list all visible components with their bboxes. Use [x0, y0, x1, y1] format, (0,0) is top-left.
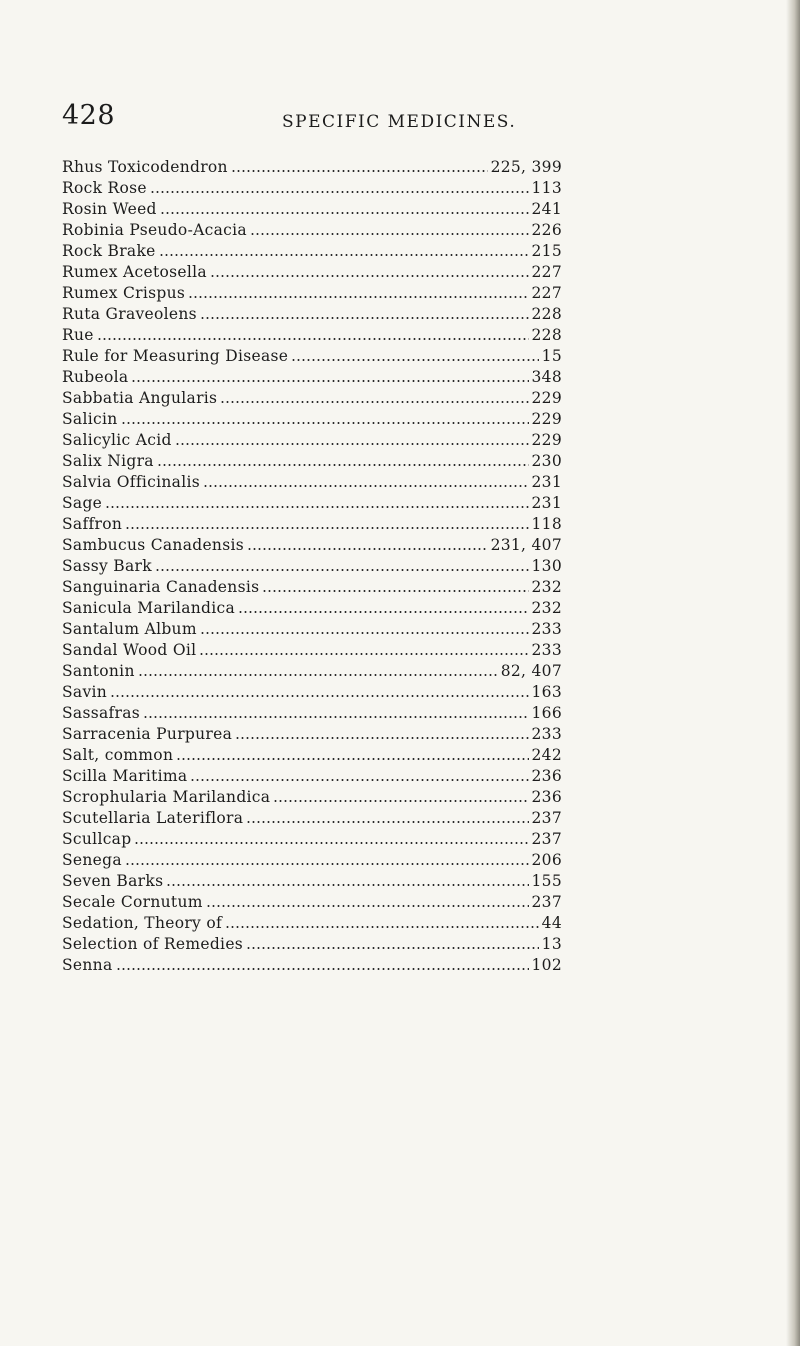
dot-leader — [134, 841, 528, 845]
entry-page-numbers: 232 — [531, 578, 562, 596]
entry-term: Scutellaria Lateriflora — [62, 809, 244, 827]
entry-term: Salvia Officinalis — [62, 473, 200, 491]
entry-term: Salt, common — [62, 746, 174, 764]
entry-page-numbers: 348 — [531, 368, 562, 386]
index-entry — [62, 283, 562, 304]
dot-leader — [250, 232, 529, 236]
index-entry — [62, 598, 562, 619]
entry-term: Sabbatia Angularis — [62, 389, 218, 407]
entry-page-numbers: 229 — [531, 431, 562, 449]
entry-page-numbers: 237 — [531, 830, 562, 848]
entry-term: Seven Barks — [62, 872, 164, 890]
index-entry — [62, 241, 562, 262]
entry-term: Ruta Graveolens — [62, 305, 197, 323]
index-entry — [62, 703, 562, 724]
dot-leader — [116, 967, 529, 971]
entry-page-numbers: 241 — [531, 200, 562, 218]
entry-term: Rock Rose — [62, 179, 147, 197]
entry-term: Sage — [62, 494, 103, 512]
dot-leader — [176, 757, 528, 761]
entry-page-numbers: 228 — [531, 305, 562, 323]
dot-leader — [121, 421, 529, 425]
index-entry — [62, 514, 562, 535]
index-entry — [62, 892, 562, 913]
index-entry — [62, 346, 562, 367]
dot-leader — [138, 673, 498, 677]
entry-page-numbers: 163 — [531, 683, 562, 701]
running-title: SPECIFIC MEDICINES. — [282, 112, 517, 132]
entry-page-numbers: 237 — [531, 893, 562, 911]
dot-leader — [231, 169, 488, 173]
dot-leader — [97, 337, 529, 341]
entry-term: Sassafras — [62, 704, 141, 722]
entry-term: Secale Cornutum — [62, 893, 203, 911]
entry-page-numbers: 231 — [531, 494, 562, 512]
entry-page-numbers: 231, 407 — [490, 536, 562, 554]
entry-term: Senega — [62, 851, 122, 869]
entry-page-numbers: 130 — [531, 557, 562, 575]
entry-page-numbers: 227 — [531, 263, 562, 281]
dot-leader — [175, 442, 529, 446]
index-entry — [62, 409, 562, 430]
index-entry — [62, 913, 562, 934]
dot-leader — [159, 253, 529, 257]
dot-leader — [155, 568, 529, 572]
entry-page-numbers: 226 — [531, 221, 562, 239]
entry-term: Rue — [62, 326, 94, 344]
entry-page-numbers: 233 — [531, 620, 562, 638]
entry-page-numbers: 230 — [531, 452, 562, 470]
entry-term: Rule for Measuring Disease — [62, 347, 289, 365]
dot-leader — [200, 631, 529, 635]
entry-page-numbers: 231 — [531, 473, 562, 491]
entry-term: Rumex Crispus — [62, 284, 186, 302]
entry-term: Saffron — [62, 515, 123, 533]
dot-leader — [206, 904, 529, 908]
dot-leader — [291, 358, 538, 362]
entry-term: Rumex Acetosella — [62, 263, 207, 281]
index-entry — [62, 220, 562, 241]
entry-page-numbers: 118 — [531, 515, 562, 533]
index-entry — [62, 472, 562, 493]
entry-page-numbers: 229 — [531, 389, 562, 407]
entry-page-numbers: 232 — [531, 599, 562, 617]
dot-leader — [273, 799, 528, 803]
entry-page-numbers: 155 — [531, 872, 562, 890]
entry-term: Rock Brake — [62, 242, 156, 260]
index-entry — [62, 682, 562, 703]
index-entry — [62, 829, 562, 850]
index-entry — [62, 493, 562, 514]
entry-term: Senna — [62, 956, 113, 974]
index-entry — [62, 640, 562, 661]
index-entry — [62, 934, 562, 955]
entry-page-numbers: 44 — [541, 914, 562, 932]
entry-page-numbers: 242 — [531, 746, 562, 764]
entry-term: Sandal Wood Oil — [62, 641, 197, 659]
entry-page-numbers: 236 — [531, 788, 562, 806]
dot-leader — [125, 862, 529, 866]
index-entry — [62, 850, 562, 871]
entry-term: Santonin — [62, 662, 135, 680]
dot-leader — [247, 547, 488, 551]
index-entry — [62, 388, 562, 409]
entry-term: Sambucus Canadensis — [62, 536, 244, 554]
index-entry — [62, 766, 562, 787]
entry-page-numbers: 228 — [531, 326, 562, 344]
entry-page-numbers: 102 — [531, 956, 562, 974]
dot-leader — [203, 484, 529, 488]
entry-term: Scullcap — [62, 830, 132, 848]
entry-page-numbers: 206 — [531, 851, 562, 869]
index-entry — [62, 451, 562, 472]
page-number: 428 — [62, 100, 116, 131]
dot-leader — [220, 400, 528, 404]
entry-term: Savin — [62, 683, 108, 701]
index-entry — [62, 724, 562, 745]
index-list — [62, 157, 562, 976]
index-entry — [62, 535, 562, 556]
entry-term: Robinia Pseudo-Acacia — [62, 221, 247, 239]
index-entry — [62, 304, 562, 325]
entry-page-numbers: 237 — [531, 809, 562, 827]
entry-page-numbers: 225, 399 — [490, 158, 562, 176]
entry-term: Salicylic Acid — [62, 431, 172, 449]
entry-page-numbers: 13 — [541, 935, 562, 953]
dot-leader — [199, 652, 528, 656]
index-entry — [62, 577, 562, 598]
index-entry — [62, 262, 562, 283]
dot-leader — [131, 379, 528, 383]
index-entry — [62, 871, 562, 892]
entry-term: Sanicula Marilandica — [62, 599, 236, 617]
dot-leader — [246, 946, 539, 950]
dot-leader — [246, 820, 528, 824]
entry-term: Rubeola — [62, 368, 129, 386]
index-entry — [62, 808, 562, 829]
dot-leader — [125, 526, 528, 530]
entry-term: Scilla Maritima — [62, 767, 188, 785]
page-header — [62, 100, 562, 140]
dot-leader — [105, 505, 528, 509]
entry-page-numbers: 229 — [531, 410, 562, 428]
entry-term: Salicin — [62, 410, 118, 428]
dot-leader — [157, 463, 529, 467]
dot-leader — [225, 925, 539, 929]
dot-leader — [200, 316, 529, 320]
entry-page-numbers: 166 — [531, 704, 562, 722]
entry-term: Sedation, Theory of — [62, 914, 222, 932]
entry-page-numbers: 227 — [531, 284, 562, 302]
entry-term: Sarracenia Purpurea — [62, 725, 233, 743]
entry-page-numbers: 233 — [531, 725, 562, 743]
entry-term: Sassy Bark — [62, 557, 152, 575]
entry-term: Santalum Album — [62, 620, 197, 638]
dot-leader — [143, 715, 528, 719]
entry-term: Selection of Remedies — [62, 935, 244, 953]
dot-leader — [110, 694, 528, 698]
dot-leader — [150, 190, 529, 194]
index-entry — [62, 556, 562, 577]
dot-leader — [238, 610, 528, 614]
index-entry — [62, 199, 562, 220]
entry-page-numbers: 233 — [531, 641, 562, 659]
entry-term: Rhus Toxicodendron — [62, 158, 228, 176]
index-entry — [62, 955, 562, 976]
index-entry — [62, 178, 562, 199]
dot-leader — [210, 274, 529, 278]
entry-term: Scrophularia Marilandica — [62, 788, 271, 806]
index-entry — [62, 619, 562, 640]
entry-page-numbers: 236 — [531, 767, 562, 785]
index-entry — [62, 367, 562, 388]
index-entry — [62, 745, 562, 766]
entry-page-numbers: 113 — [531, 179, 562, 197]
index-entry — [62, 325, 562, 346]
entry-page-numbers: 215 — [531, 242, 562, 260]
index-entry — [62, 157, 562, 178]
entry-page-numbers: 15 — [541, 347, 562, 365]
page-edge-shadow — [786, 0, 800, 1346]
dot-leader — [160, 211, 529, 215]
dot-leader — [166, 883, 528, 887]
index-entry — [62, 430, 562, 451]
entry-term: Sanguinaria Canadensis — [62, 578, 260, 596]
dot-leader — [188, 295, 528, 299]
entry-term: Salix Nigra — [62, 452, 154, 470]
entry-term: Rosin Weed — [62, 200, 157, 218]
dot-leader — [190, 778, 528, 782]
dot-leader — [235, 736, 528, 740]
index-entry — [62, 787, 562, 808]
dot-leader — [262, 589, 528, 593]
index-entry — [62, 661, 562, 682]
entry-page-numbers: 82, 407 — [500, 662, 562, 680]
